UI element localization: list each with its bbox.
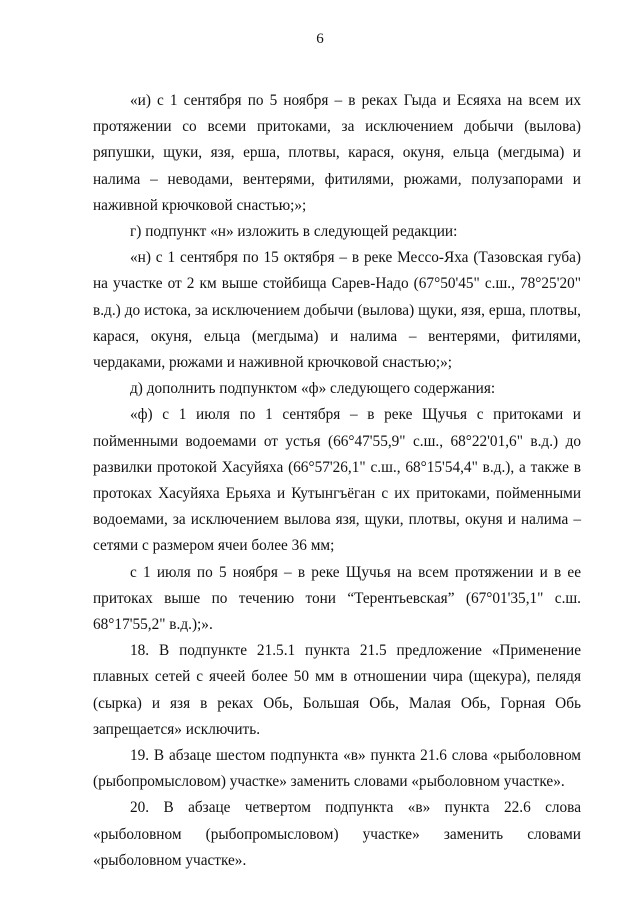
paragraph-item-i: «и) с 1 сентября по 5 ноября – в реках Гыда и Есяяха на всем их протяжении со всеми притоками, за исключением добычи (вылова) ряпушки, щуки, язя, ерша, плотвы, карася, окуня, ельца (мегдыма) и налима – неводами, вентерями, фитилями, рюжами, полузапорами и наживной крючковой снастью;»; <box>93 92 581 214</box>
paragraph-item-f-continued: с 1 июля по 5 ноября – в реке Щучья на всем протяжении и в ее притоках выше по течению тони “Терентьевская” (67°01'35,1" с.ш. 68°17'55,2" в.д.);». <box>93 563 581 634</box>
paragraph-point-19: 19. В абзаце шестом подпункта «в» пункта 21.6 слова «рыболовном (рыбопромысловом) участке» заменить словами «рыболовном участке». <box>93 747 581 791</box>
paragraph-add-f-intro: д) дополнить подпунктом «ф» следующего содержания: <box>130 380 496 398</box>
paragraph-item-f: «ф) с 1 июля по 1 сентября – в реке Щучья с притоками и пойменными водоемами от устья (66°47'55,9" с.ш., 68°22'01,6" в.д.) до развилки протокой Хасуйяха (66°57'26,1" с.ш., 68°15'54,4" в.д.), а также в протоках Хасуйяха Ерьяха и Кутынгъёган с их притоками, пойменными водоемами, за исключением вылова язя, щуки, плотвы, окуня и налима – сетями с размером ячеи более 36 мм; <box>93 406 581 555</box>
paragraph-point-18: 18. В подпункте 21.5.1 пункта 21.5 предложение «Применение плавных сетей с ячеей более 50 мм в отношении чира (щекура), пелядя (сырка) и язя в реках Обь, Большая Обь, Малая Обь, Горная Обь запрещается» исключить. <box>93 642 581 738</box>
paragraph-amend-n-intro: г) подпункт «н» изложить в следующей редакции: <box>130 223 458 241</box>
paragraph-item-n: «н) с 1 сентября по 15 октября – в реке Мессо-Яха (Тазовская губа) на участке от 2 км выше стойбища Сарев-Надо (67°50'45" с.ш., 78°25'20" в.д.) до истока, за исключением добычи (вылова) щуки, язя, ерша, плотвы, карася, окуня, ельца (мегдыма) и налима – вентерями, фитилями, чердаками, рюжами и наживной крючковой снастью;»; <box>93 249 581 372</box>
document-body <box>93 88 581 874</box>
page-number: 6 <box>316 31 324 47</box>
paragraph-point-20: 20. В абзаце четвертом подпункта «в» пункта 22.6 слова «рыболовном (рыбопромысловом) участке» заменить словами «рыболовном участке». <box>93 799 581 869</box>
